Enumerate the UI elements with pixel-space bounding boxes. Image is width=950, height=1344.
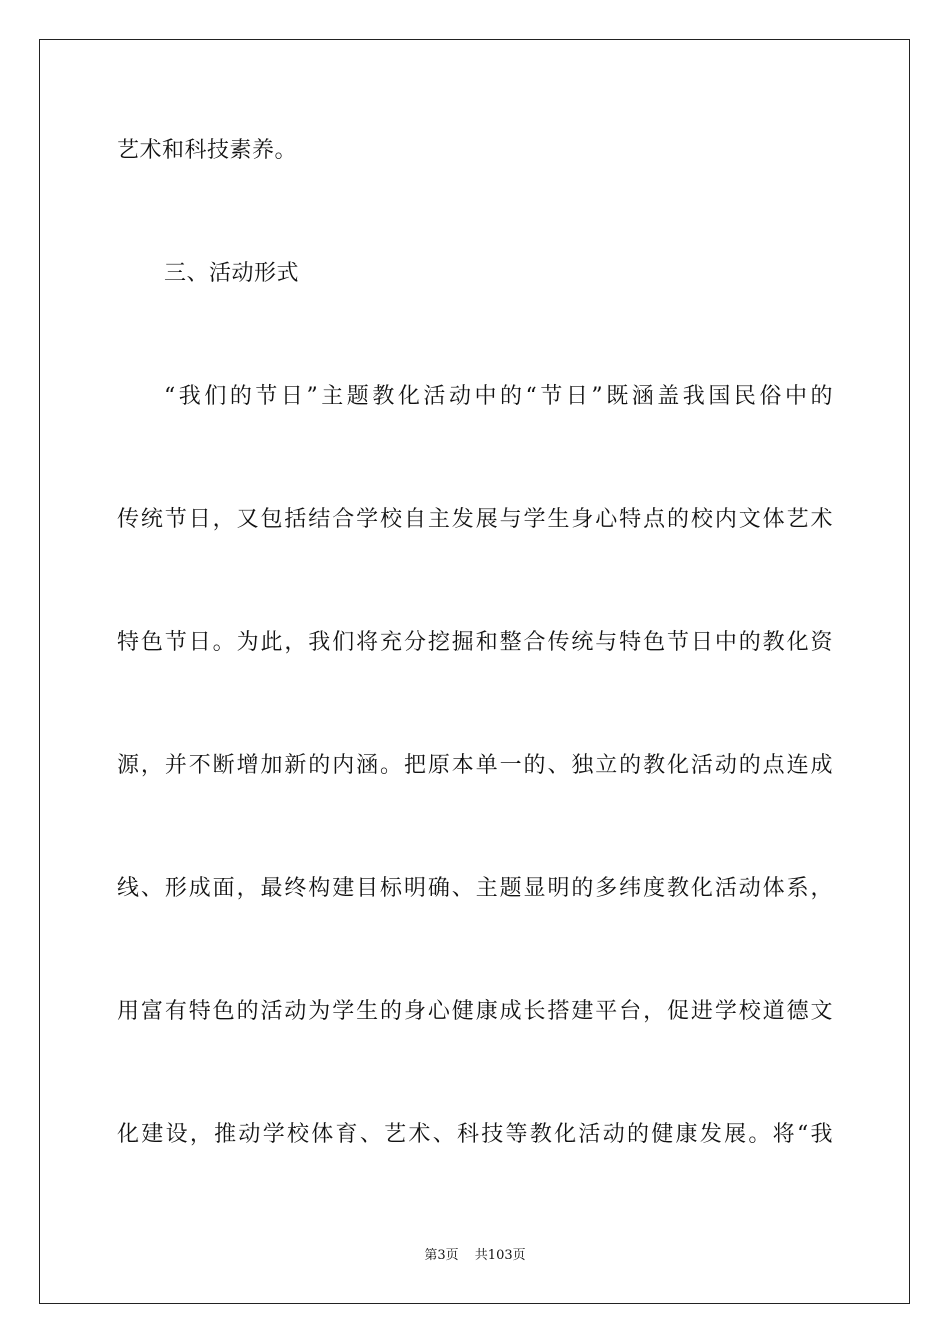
paragraph-line-8: 化建设，推动学校体育、艺术、科技等教化活动的健康发展。将“我 xyxy=(117,1122,833,1147)
paragraph-line-3: 传统节日，又包括结合学校自主发展与学生身心特点的校内文体艺术 xyxy=(117,507,833,532)
paragraph-line-7: 用富有特色的活动为学生的身心健康成长搭建平台，促进学校道德文 xyxy=(117,999,833,1024)
section-heading: 三、活动形式 xyxy=(164,261,300,286)
paragraph-line-1: 艺术和科技素养。 xyxy=(117,138,298,163)
page-footer xyxy=(0,1247,950,1265)
paragraph-line-4: 特色节日。为此，我们将充分挖掘和整合传统与特色节日中的教化资 xyxy=(117,630,833,655)
page-number: 第3页 xyxy=(424,1248,459,1263)
page-border xyxy=(39,39,910,1304)
paragraph-line-2: “我们的节日”主题教化活动中的“节日”既涵盖我国民俗中的 xyxy=(164,384,833,409)
page-total: 共103页 xyxy=(474,1248,526,1263)
paragraph-line-6: 线、形成面，最终构建目标明确、主题显明的多纬度教化活动体系， xyxy=(117,876,833,901)
paragraph-line-5: 源，并不断增加新的内涵。把原本单一的、独立的教化活动的点连成 xyxy=(117,753,833,778)
